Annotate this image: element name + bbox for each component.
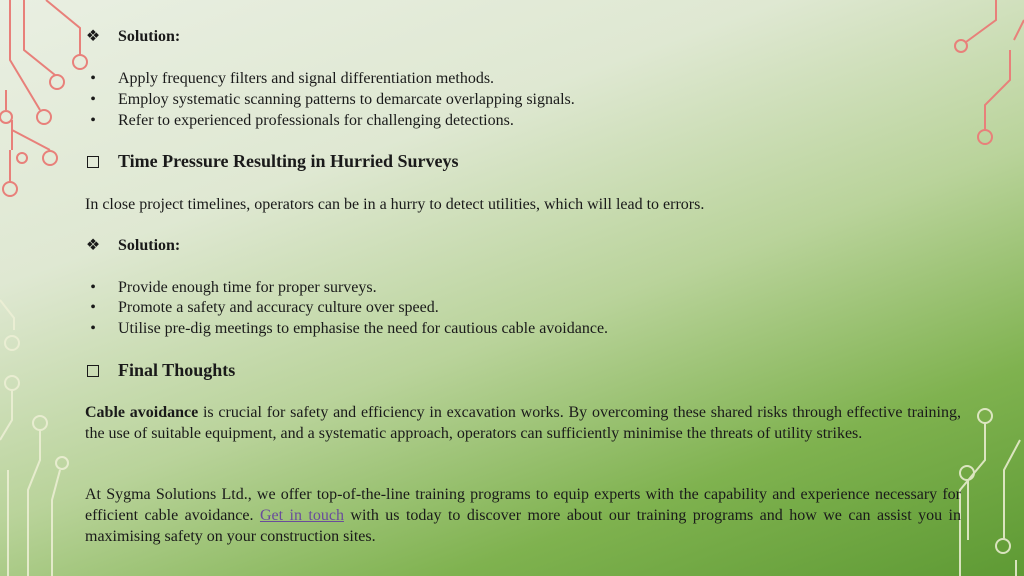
section-heading: Final Thoughts: [118, 360, 236, 380]
bullet-icon: •: [90, 279, 96, 296]
paragraph: [85, 194, 704, 215]
bullet-icon: •: [90, 320, 96, 337]
paragraph-text: is crucial for safety and efficiency in excavation works. By overcoming these shared risks through effective training, the use of suitable equipment, and a systematic approach, operators can sufficiently minimise the threats of utility strikes.: [85, 404, 962, 442]
list-item-text: Promote a safety and accuracy culture over speed.: [118, 299, 439, 316]
bullet-icon: •: [90, 112, 96, 129]
get-in-touch-link[interactable]: Get in touch: [259, 507, 344, 524]
list-item-text: Apply frequency filters and signal differentiation methods.: [118, 70, 495, 87]
diamond-cluster-icon: ❖: [85, 237, 101, 254]
paragraph-text: In close project timelines, operators can be in a hurry to detect utilities, which will lead to errors.: [85, 196, 705, 213]
paragraph-text: At Sygma Solutions Ltd., we offer top-of-the-line training programs to equip experts with the capability and experience necessary for efficient cable avoidance.: [85, 486, 961, 524]
section-heading: Time Pressure Resulting in Hurried Surveys: [118, 151, 459, 171]
diamond-cluster-icon: ❖: [85, 28, 101, 45]
bullet-icon: •: [90, 70, 96, 87]
list-item-text: Refer to experienced professionals for challenging detections.: [118, 112, 514, 129]
paragraph: [85, 402, 961, 444]
paragraph-text: with us today to discover more about our training programs and how we can assist you in maximising safety on your construction sites.: [85, 507, 962, 545]
paragraph: [85, 484, 961, 547]
list-item-text: Provide enough time for proper surveys.: [118, 279, 377, 296]
bullet-icon: •: [90, 91, 96, 108]
hollow-square-icon: [85, 151, 101, 174]
hollow-square-icon: [85, 360, 101, 383]
list-item-text: Employ systematic scanning patterns to demarcate overlapping signals.: [118, 91, 575, 108]
bullet-icon: •: [90, 299, 96, 316]
bold-term: Cable avoidance: [85, 404, 199, 421]
solution-label: Solution:: [118, 28, 181, 45]
solution-label: Solution:: [118, 237, 181, 254]
list-item-text: Utilise pre-dig meetings to emphasise the need for cautious cable avoidance.: [118, 320, 609, 337]
